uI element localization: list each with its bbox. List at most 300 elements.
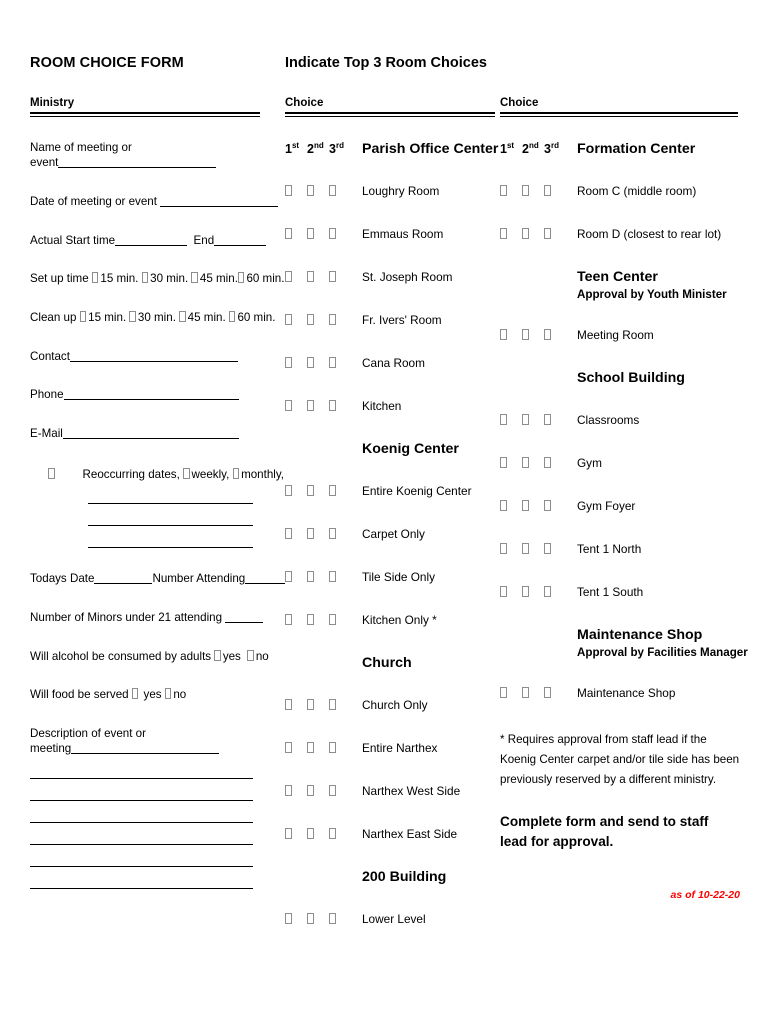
choice-second-cell xyxy=(307,825,329,843)
choice-second-checkbox[interactable] xyxy=(522,500,529,511)
cleanup-45min-label: 45 min. xyxy=(187,311,226,325)
choice-third-checkbox[interactable] xyxy=(329,699,336,710)
room-label: Meeting Room xyxy=(577,327,654,342)
field-email xyxy=(30,426,280,442)
choice-third-checkbox[interactable] xyxy=(329,314,336,325)
ordinal-third xyxy=(329,141,351,156)
cleanup-30min-checkbox[interactable] xyxy=(129,311,136,322)
choice-third-checkbox[interactable] xyxy=(329,185,336,196)
choice-third-cell xyxy=(329,525,351,543)
choice-third-cell xyxy=(329,739,351,757)
ordinal-third xyxy=(544,141,566,156)
choice-third-cell xyxy=(544,540,566,558)
choice-second-cell xyxy=(522,454,544,472)
choice-third-checkbox[interactable] xyxy=(329,785,336,796)
alcohol-yes-checkbox[interactable] xyxy=(214,650,221,661)
choice-second-cell xyxy=(307,910,329,928)
choice-second-checkbox[interactable] xyxy=(522,543,529,554)
choice-second-cell xyxy=(522,497,544,515)
choice-second-checkbox[interactable] xyxy=(307,614,314,625)
choice-header-middle: Choice xyxy=(285,97,324,109)
description-line-6[interactable] xyxy=(30,888,253,889)
description-line2 xyxy=(30,741,280,757)
choice-third-checkbox[interactable] xyxy=(544,185,551,196)
choice-first-cell xyxy=(285,482,307,500)
choice-first-checkbox[interactable] xyxy=(285,485,292,496)
choice-third-cell xyxy=(329,825,351,843)
choice-third-checkbox[interactable] xyxy=(329,742,336,753)
setup-15min-label: 15 min. xyxy=(100,272,139,286)
choice-third-checkbox[interactable] xyxy=(544,457,551,468)
cleanup-time-label: Clean up xyxy=(30,311,80,325)
food-yes-checkbox[interactable] xyxy=(132,688,139,699)
room-label: Kitchen Only * xyxy=(362,612,437,627)
choice-second-checkbox[interactable] xyxy=(522,185,529,196)
ordinal-third-suffix: rd xyxy=(550,140,559,150)
choice-first-cell xyxy=(500,411,522,429)
choice-second-checkbox[interactable] xyxy=(307,528,314,539)
room-choice-row xyxy=(285,910,500,928)
field-setup-time xyxy=(30,271,285,287)
reoccurring-checkbox[interactable] xyxy=(48,468,55,479)
field-food xyxy=(30,687,280,703)
choice-second-checkbox[interactable] xyxy=(307,485,314,496)
room-choice-row xyxy=(500,326,745,344)
description-input[interactable] xyxy=(71,741,219,754)
choice-first-cell xyxy=(285,525,307,543)
room-choice-row xyxy=(285,696,500,714)
middle-group-list xyxy=(285,141,500,928)
choice-third-cell xyxy=(544,326,566,344)
choice-third-cell xyxy=(329,482,351,500)
ordinal-second-number: 2 xyxy=(307,141,314,156)
choice-second-checkbox[interactable] xyxy=(307,785,314,796)
room-choice-row xyxy=(285,354,500,372)
choice-first-cell xyxy=(285,568,307,586)
choice-first-checkbox[interactable] xyxy=(285,614,292,625)
choice-first-checkbox[interactable] xyxy=(285,785,292,796)
room-choice-row xyxy=(285,482,500,500)
ordinal-first-number: 1 xyxy=(285,141,292,156)
choice-third-cell xyxy=(329,354,351,372)
contact-label: Contact xyxy=(30,349,70,363)
room-label: Entire Koenig Center xyxy=(362,483,472,498)
contact-input[interactable] xyxy=(70,349,238,362)
choice-first-checkbox[interactable] xyxy=(285,314,292,325)
choice-third-cell xyxy=(544,684,566,702)
end-time-label: End xyxy=(193,233,215,247)
choice-second-checkbox[interactable] xyxy=(307,913,314,924)
ministry-column xyxy=(20,55,285,889)
choice-first-cell xyxy=(500,684,522,702)
email-label: E-Mail xyxy=(30,426,63,440)
choice-first-cell xyxy=(285,910,307,928)
choice-second-checkbox[interactable] xyxy=(522,329,529,340)
room-label: St. Joseph Room xyxy=(362,269,453,284)
choice-third-checkbox[interactable] xyxy=(544,414,551,425)
room-choice-row xyxy=(285,568,500,586)
choice-third-checkbox[interactable] xyxy=(544,500,551,511)
cleanup-60min-label: 60 min. xyxy=(237,311,276,325)
choice-third-cell xyxy=(329,311,351,329)
alcohol-no-checkbox[interactable] xyxy=(247,650,254,661)
choice-second-checkbox[interactable] xyxy=(522,687,529,698)
room-choice-row xyxy=(500,454,745,472)
choice-first-checkbox[interactable] xyxy=(285,828,292,839)
choice-first-checkbox[interactable] xyxy=(285,185,292,196)
room-label: Emmaus Room xyxy=(362,226,444,241)
setup-60min-label: 60 min. xyxy=(246,272,285,286)
choice-second-cell xyxy=(307,782,329,800)
ordinal-first-number: 1 xyxy=(500,141,507,156)
choice-second-checkbox[interactable] xyxy=(307,185,314,196)
choice-third-checkbox[interactable] xyxy=(329,828,336,839)
choice-second-checkbox[interactable] xyxy=(522,586,529,597)
ministry-section-header: Ministry xyxy=(30,97,75,109)
email-input[interactable] xyxy=(63,426,239,439)
description-line-1[interactable] xyxy=(30,778,253,779)
choice-first-checkbox[interactable] xyxy=(285,742,292,753)
choice-second-checkbox[interactable] xyxy=(307,699,314,710)
food-label: Will food be served xyxy=(30,688,132,702)
reoccurring-weekly-checkbox[interactable] xyxy=(183,468,190,479)
choice-first-checkbox[interactable] xyxy=(500,500,507,511)
choice-first-cell xyxy=(500,326,522,344)
room-choice-row xyxy=(285,311,500,329)
ordinal-third-number: 3 xyxy=(544,141,551,156)
choice-third-cell xyxy=(544,225,566,243)
room-label: Classrooms xyxy=(577,412,640,427)
choice-third-checkbox[interactable] xyxy=(544,329,551,340)
field-reoccurring xyxy=(30,467,285,483)
ordinal-third-suffix: rd xyxy=(335,140,344,150)
group-subheading: Approval by Youth Minister xyxy=(577,287,727,301)
choice-third-checkbox[interactable] xyxy=(544,228,551,239)
choice-first-cell xyxy=(500,182,522,200)
field-cleanup-time xyxy=(30,310,280,326)
room-label: Carpet Only xyxy=(362,526,425,541)
number-attending-label: Number Attending xyxy=(152,572,246,586)
room-choice-row xyxy=(500,583,745,601)
right-group-list xyxy=(500,140,748,702)
choice-first-checkbox[interactable] xyxy=(285,357,292,368)
description-line-4[interactable] xyxy=(30,844,253,845)
choice-first-checkbox[interactable] xyxy=(285,400,292,411)
ordinal-first xyxy=(500,141,522,156)
choice-third-checkbox[interactable] xyxy=(329,614,336,625)
alcohol-no-label: no xyxy=(255,649,269,663)
field-date-of-meeting xyxy=(30,194,280,210)
room-label: Gym Foyer xyxy=(577,498,636,513)
choice-third-cell xyxy=(329,268,351,286)
room-choice-row xyxy=(500,540,745,558)
reoccurring-dates-line-3[interactable] xyxy=(88,547,253,548)
choice-second-checkbox[interactable] xyxy=(522,414,529,425)
field-start-end-time xyxy=(30,233,280,249)
choice-first-cell xyxy=(285,354,307,372)
ordinal-second xyxy=(307,141,329,156)
cleanup-30min-label: 30 min. xyxy=(137,311,176,325)
end-time-input[interactable] xyxy=(214,233,266,246)
choice-first-cell xyxy=(500,454,522,472)
room-choice-row xyxy=(285,225,500,243)
choice-first-checkbox[interactable] xyxy=(500,543,507,554)
room-choice-row xyxy=(285,268,500,286)
ordinal-first xyxy=(285,141,307,156)
choice-column-middle xyxy=(285,55,500,928)
room-label: Kitchen xyxy=(362,398,402,413)
food-no-label: no xyxy=(173,688,187,702)
room-choice-row xyxy=(500,411,745,429)
choice-third-checkbox[interactable] xyxy=(329,357,336,368)
choice-second-cell xyxy=(522,540,544,558)
room-label: Entire Narthex xyxy=(362,740,438,755)
ordinal-second-suffix: nd xyxy=(313,140,324,150)
ordinal-second xyxy=(522,141,544,156)
choice-third-checkbox[interactable] xyxy=(544,687,551,698)
setup-15min-checkbox[interactable] xyxy=(92,272,99,283)
choice-third-cell xyxy=(544,182,566,200)
choice-first-checkbox[interactable] xyxy=(500,586,507,597)
choice-first-cell xyxy=(500,540,522,558)
room-label: Church Only xyxy=(362,697,428,712)
choice-second-cell xyxy=(522,411,544,429)
description-line-3[interactable] xyxy=(30,822,253,823)
reoccurring-dates-line-2[interactable] xyxy=(88,525,253,526)
field-name-of-meeting xyxy=(30,140,280,171)
field-contact xyxy=(30,349,280,365)
choice-third-checkbox[interactable] xyxy=(329,485,336,496)
choice-third-checkbox[interactable] xyxy=(329,913,336,924)
choice-first-cell xyxy=(500,583,522,601)
choice-second-cell xyxy=(307,311,329,329)
choice-second-cell xyxy=(522,684,544,702)
ministry-fields xyxy=(30,140,285,889)
ordinal-second-number: 2 xyxy=(522,141,529,156)
choice-second-cell xyxy=(307,225,329,243)
choice-first-cell xyxy=(285,311,307,329)
choice-first-checkbox[interactable] xyxy=(285,228,292,239)
choice-ordinal-header-row xyxy=(285,141,500,157)
ordinal-second-suffix: nd xyxy=(528,140,539,150)
ordinal-first-suffix: st xyxy=(506,140,515,150)
room-label: Room D (closest to rear lot) xyxy=(577,226,722,241)
choice-first-cell xyxy=(500,497,522,515)
ordinal-third-number: 3 xyxy=(329,141,336,156)
choice-second-checkbox[interactable] xyxy=(307,271,314,282)
choice-third-checkbox[interactable] xyxy=(329,271,336,282)
food-yes-label: yes xyxy=(140,688,162,702)
choice-first-checkbox[interactable] xyxy=(500,329,507,340)
choice-second-checkbox[interactable] xyxy=(522,457,529,468)
choice-first-checkbox[interactable] xyxy=(285,571,292,582)
choice-third-checkbox[interactable] xyxy=(544,543,551,554)
name-of-meeting-line2 xyxy=(30,155,280,171)
choice-first-checkbox[interactable] xyxy=(500,228,507,239)
room-label: Maintenance Shop xyxy=(577,685,676,700)
start-time-input[interactable] xyxy=(115,233,187,246)
choice-second-cell xyxy=(307,525,329,543)
choice-first-checkbox[interactable] xyxy=(285,271,292,282)
choice-first-cell xyxy=(285,397,307,415)
choice-first-cell xyxy=(285,782,307,800)
ministry-header-rule xyxy=(30,112,260,117)
choice-third-checkbox[interactable] xyxy=(544,586,551,597)
choice-second-checkbox[interactable] xyxy=(307,742,314,753)
date-label: Date of meeting or event xyxy=(30,195,161,209)
room-label: Room C (middle room) xyxy=(577,183,697,198)
reoccurring-monthly-checkbox[interactable] xyxy=(233,468,240,479)
minors-input[interactable] xyxy=(225,610,263,623)
alcohol-yes-label: yes xyxy=(222,649,241,663)
choice-first-cell xyxy=(285,225,307,243)
choice-right-rule xyxy=(500,112,738,117)
room-choice-row xyxy=(500,497,745,515)
choice-first-cell xyxy=(285,696,307,714)
choice-third-cell xyxy=(329,568,351,586)
alcohol-label: Will alcohol be consumed by adults xyxy=(30,649,215,663)
room-choice-row xyxy=(285,397,500,415)
todays-date-label: Todays Date xyxy=(30,572,95,586)
group-subheading: Approval by Facilities Manager xyxy=(577,645,748,659)
cleanup-60min-checkbox[interactable] xyxy=(229,311,236,322)
choice-first-checkbox[interactable] xyxy=(500,185,507,196)
choice-third-checkbox[interactable] xyxy=(329,528,336,539)
choice-second-checkbox[interactable] xyxy=(307,228,314,239)
choice-third-cell xyxy=(544,583,566,601)
room-choice-row xyxy=(285,825,500,843)
choice-third-cell xyxy=(329,397,351,415)
choice-second-cell xyxy=(522,583,544,601)
closing-instruction: Complete form and send to staff lead for approval. xyxy=(500,813,709,850)
group-heading: School Building xyxy=(577,369,685,386)
minors-label: Number of Minors under 21 attending xyxy=(30,610,226,624)
choice-third-cell xyxy=(329,182,351,200)
choice-second-checkbox[interactable] xyxy=(307,314,314,325)
room-label: Lower Level xyxy=(362,911,426,926)
choice-third-cell xyxy=(329,225,351,243)
room-label: Loughry Room xyxy=(362,183,440,198)
description-line-2[interactable] xyxy=(30,800,253,801)
choice-second-cell xyxy=(307,696,329,714)
room-choice-row xyxy=(285,739,500,757)
reoccurring-dates-line-1[interactable] xyxy=(88,503,253,504)
name-of-meeting-label-line1: Name of meeting or xyxy=(30,140,132,154)
choice-first-checkbox[interactable] xyxy=(500,687,507,698)
choice-third-checkbox[interactable] xyxy=(329,228,336,239)
phone-input[interactable] xyxy=(64,387,239,400)
room-label: Tile Side Only xyxy=(362,569,435,584)
choice-second-cell xyxy=(522,182,544,200)
group-heading: Church xyxy=(362,654,412,671)
choice-column-right xyxy=(500,55,748,901)
choice-first-cell xyxy=(285,611,307,629)
setup-30min-checkbox[interactable] xyxy=(142,272,149,283)
choice-first-checkbox[interactable] xyxy=(285,699,292,710)
room-choice-row xyxy=(285,611,500,629)
reoccurring-weekly-label: weekly, xyxy=(191,467,233,481)
choice-third-cell xyxy=(544,411,566,429)
setup-60min-checkbox[interactable] xyxy=(238,272,245,283)
room-label: Gym xyxy=(577,455,602,470)
choice-first-checkbox[interactable] xyxy=(285,528,292,539)
room-choice-row xyxy=(500,225,745,243)
as-of-date: as of 10-22-20 xyxy=(670,888,740,901)
choice-first-checkbox[interactable] xyxy=(285,913,292,924)
approval-footnote: * Requires approval from staff lead if the Koenig Center carpet and/or tile side has been previously reserved by a different ministry. xyxy=(500,732,740,786)
description-line-5[interactable] xyxy=(30,866,253,867)
setup-30min-label: 30 min. xyxy=(150,272,189,286)
number-attending-input[interactable] xyxy=(245,571,285,584)
group-heading: Parish Office Center xyxy=(362,140,499,157)
choice-second-checkbox[interactable] xyxy=(522,228,529,239)
food-no-checkbox[interactable] xyxy=(165,688,172,699)
choice-ordinal-header-row xyxy=(500,141,745,157)
choice-third-checkbox[interactable] xyxy=(329,400,336,411)
instruction-title: Indicate Top 3 Room Choices xyxy=(285,55,487,71)
cleanup-45min-checkbox[interactable] xyxy=(179,311,186,322)
room-choice-row xyxy=(285,782,500,800)
choice-second-cell xyxy=(307,482,329,500)
choice-first-cell xyxy=(285,182,307,200)
group-heading: Formation Center xyxy=(577,140,696,157)
room-label: Fr. Ivers' Room xyxy=(362,312,442,327)
group-heading: 200 Building xyxy=(362,868,447,885)
choice-second-cell xyxy=(307,568,329,586)
room-choice-row xyxy=(500,684,745,702)
field-alcohol xyxy=(30,649,280,665)
reoccurring-monthly-label: monthly, xyxy=(241,467,285,481)
choice-third-cell xyxy=(329,910,351,928)
field-description xyxy=(30,726,280,757)
page-title: ROOM CHOICE FORM xyxy=(30,55,184,71)
room-label: Narthex East Side xyxy=(362,826,458,841)
setup-45min-label: 45 min. xyxy=(199,272,238,286)
field-phone xyxy=(30,387,280,403)
choice-third-cell xyxy=(544,497,566,515)
room-label: Tent 1 North xyxy=(577,541,642,556)
date-input[interactable] xyxy=(160,194,278,207)
field-minors-attending xyxy=(30,610,280,626)
choice-first-checkbox[interactable] xyxy=(500,457,507,468)
todays-date-input[interactable] xyxy=(94,571,152,584)
choice-second-checkbox[interactable] xyxy=(307,357,314,368)
group-heading: Maintenance Shop xyxy=(577,626,703,643)
choice-second-checkbox[interactable] xyxy=(307,571,314,582)
choice-second-cell xyxy=(307,182,329,200)
room-choice-row xyxy=(500,182,745,200)
choice-third-cell xyxy=(329,782,351,800)
setup-time-label: Set up time xyxy=(30,272,92,286)
setup-45min-checkbox[interactable] xyxy=(191,272,198,283)
name-of-meeting-label-line2: event xyxy=(30,156,59,170)
description-label-line2: meeting xyxy=(30,742,72,756)
choice-third-cell xyxy=(329,696,351,714)
choice-second-cell xyxy=(307,397,329,415)
choice-first-cell xyxy=(500,225,522,243)
choice-second-cell xyxy=(307,611,329,629)
cleanup-15min-label: 15 min. xyxy=(88,311,127,325)
choice-first-checkbox[interactable] xyxy=(500,414,507,425)
choice-header-right: Choice xyxy=(500,97,539,109)
choice-third-checkbox[interactable] xyxy=(329,571,336,582)
choice-second-cell xyxy=(307,268,329,286)
field-todays-date-attending xyxy=(30,571,280,587)
choice-second-checkbox[interactable] xyxy=(307,400,314,411)
name-of-meeting-input[interactable] xyxy=(58,155,216,168)
cleanup-15min-checkbox[interactable] xyxy=(80,311,87,322)
choice-second-checkbox[interactable] xyxy=(307,828,314,839)
